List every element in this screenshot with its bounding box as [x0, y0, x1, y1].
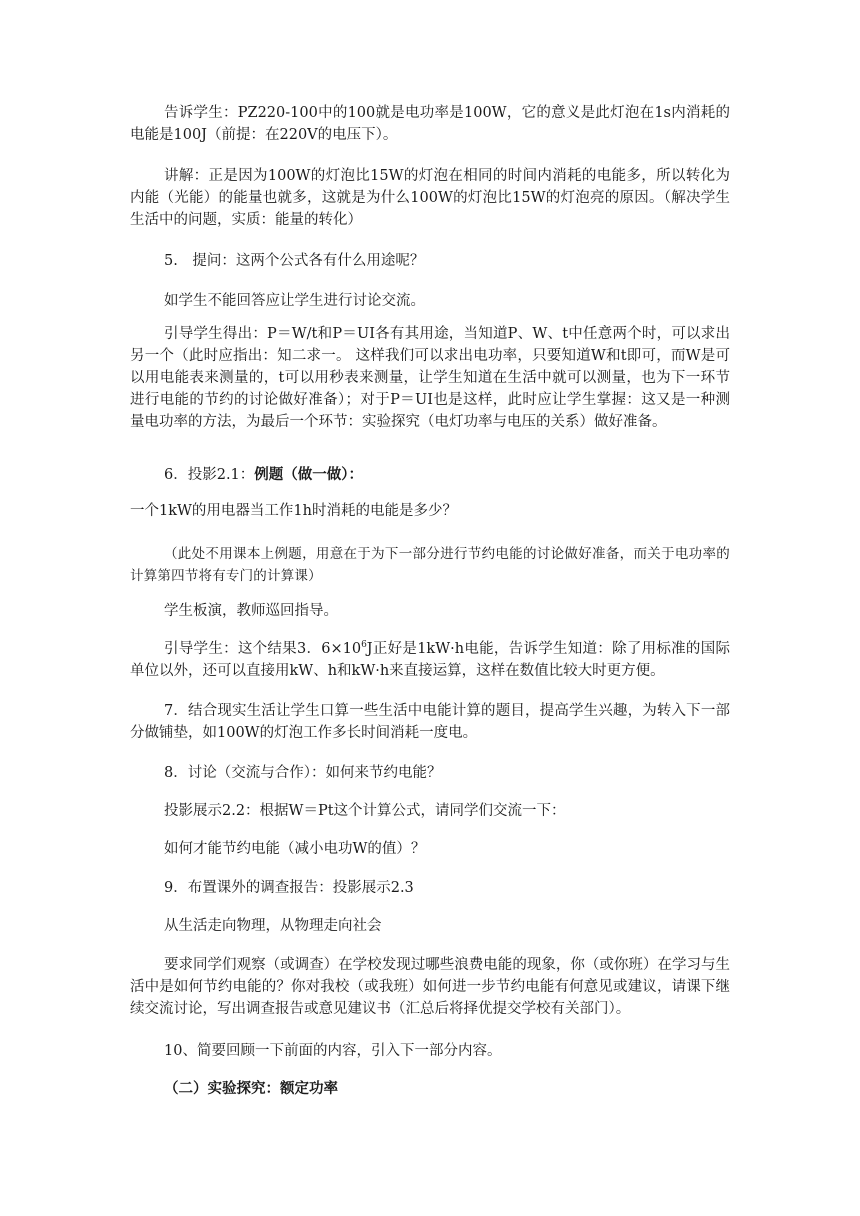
- paragraph-discussion-8: 8．讨论（交流与合作）：如何来节约电能？: [164, 765, 442, 781]
- paragraph-discussion-hint: 如学生不能回答应让学生进行讨论交流。: [164, 293, 425, 309]
- paragraph-unit-explanation: [130, 638, 730, 682]
- paragraph-slogan: 从生活走向物理，从物理走向社会: [164, 918, 382, 934]
- paragraph-board-work: 学生板演，教师巡回指导。: [164, 603, 338, 619]
- exponent: 6: [361, 640, 367, 651]
- paragraph-question-5: 5. 提问：这两个公式各有什么用途呢？: [164, 253, 425, 269]
- section-heading-experiment: （二）实验探究：额定功率: [164, 1080, 338, 1097]
- result-text: 引导学生：这个结果3．6×10: [164, 641, 362, 657]
- paragraph-survey-requirements: 要求同学们观察（或调查）在学校发现过哪些浪费电能的现象，你（或你班）在学习与生活中是如何节约电能的？你对我校（或我班）如何进一步节约电能有何意见或建议，请课下继续交流讨论，写出调查报告或意见建议书（汇总后将择优提交学校有关部门）。: [130, 957, 730, 1017]
- paragraph-review: 10、简要回顾一下前面的内容，引入下一部分内容。: [164, 1043, 502, 1059]
- paragraph-survey-report: 9．布置课外的调查报告：投影展示2.3: [164, 880, 414, 896]
- paragraph-example-question: 一个1kW的用电器当工作1h时消耗的电能是多少？: [130, 503, 457, 519]
- paragraph-formula-usage: 引导学生得出：P＝W/t和P＝UI各有其用途，当知道P、W、t中任意两个时，可以求出另一个（此时应指出：知二求一。 这样我们可以求出电功率，只要知道W和t即可，而W是可以用电能表来测量的，t可以用秒表来测量，让学生知道在生活中就可以测量，也为下一环节进行电能的节约的讨论做好准备）；对于P＝UI也是这样，此时应让学生掌握：这又是一种测量电功率的方法，为最后一个环节：实验探究（电灯功率与电压的关系）做好准备。: [130, 326, 730, 430]
- paragraph-save-energy-question: 如何才能节约电能（减小电功W的值）？: [164, 841, 426, 857]
- paragraph-projection-2-1: [130, 464, 730, 486]
- paragraph-rated-power-meaning: 告诉学生：PZ220-100中的100就是电功率是100W，它的意义是此灯泡在1s内消耗的电能是100J（前提：在220V的电压下）。: [130, 105, 730, 143]
- paragraph-example-note: （此处不用课本上例题，用意在于为下一部分进行节约电能的讨论做好准备，而关于电功率的计算第四节将有专门的计算课）: [130, 546, 730, 584]
- projection-label: 6．投影2.1：: [164, 467, 255, 483]
- paragraph-projection-2-2: 投影展示2.2：根据W＝Pt这个计算公式，请同学们交流一下：: [164, 803, 566, 819]
- paragraph-mental-calc: 7．结合现实生活让学生口算一些生活中电能计算的题目，提高学生兴趣，为转入下一部分做铺垫，如100W的灯泡工作多长时间消耗一度电。: [130, 703, 730, 741]
- result-text-continued: J正好是1kW·h电能，告诉学生知道：除了用标准的国际单位以外，还可以直接用kW、h和kW·h来直接运算，这样在数值比较大时更方便。: [130, 641, 730, 679]
- paragraph-explanation: 讲解：正是因为100W的灯泡比15W的灯泡在相同的时间内消耗的电能多，所以转化为内能（光能）的能量也就多，这就是为什么100W的灯泡比15W的灯泡亮的原因。（解决学生生活中的问题，实质：能量的转化）: [130, 168, 730, 228]
- example-heading: 例题（做一做）：: [254, 466, 364, 483]
